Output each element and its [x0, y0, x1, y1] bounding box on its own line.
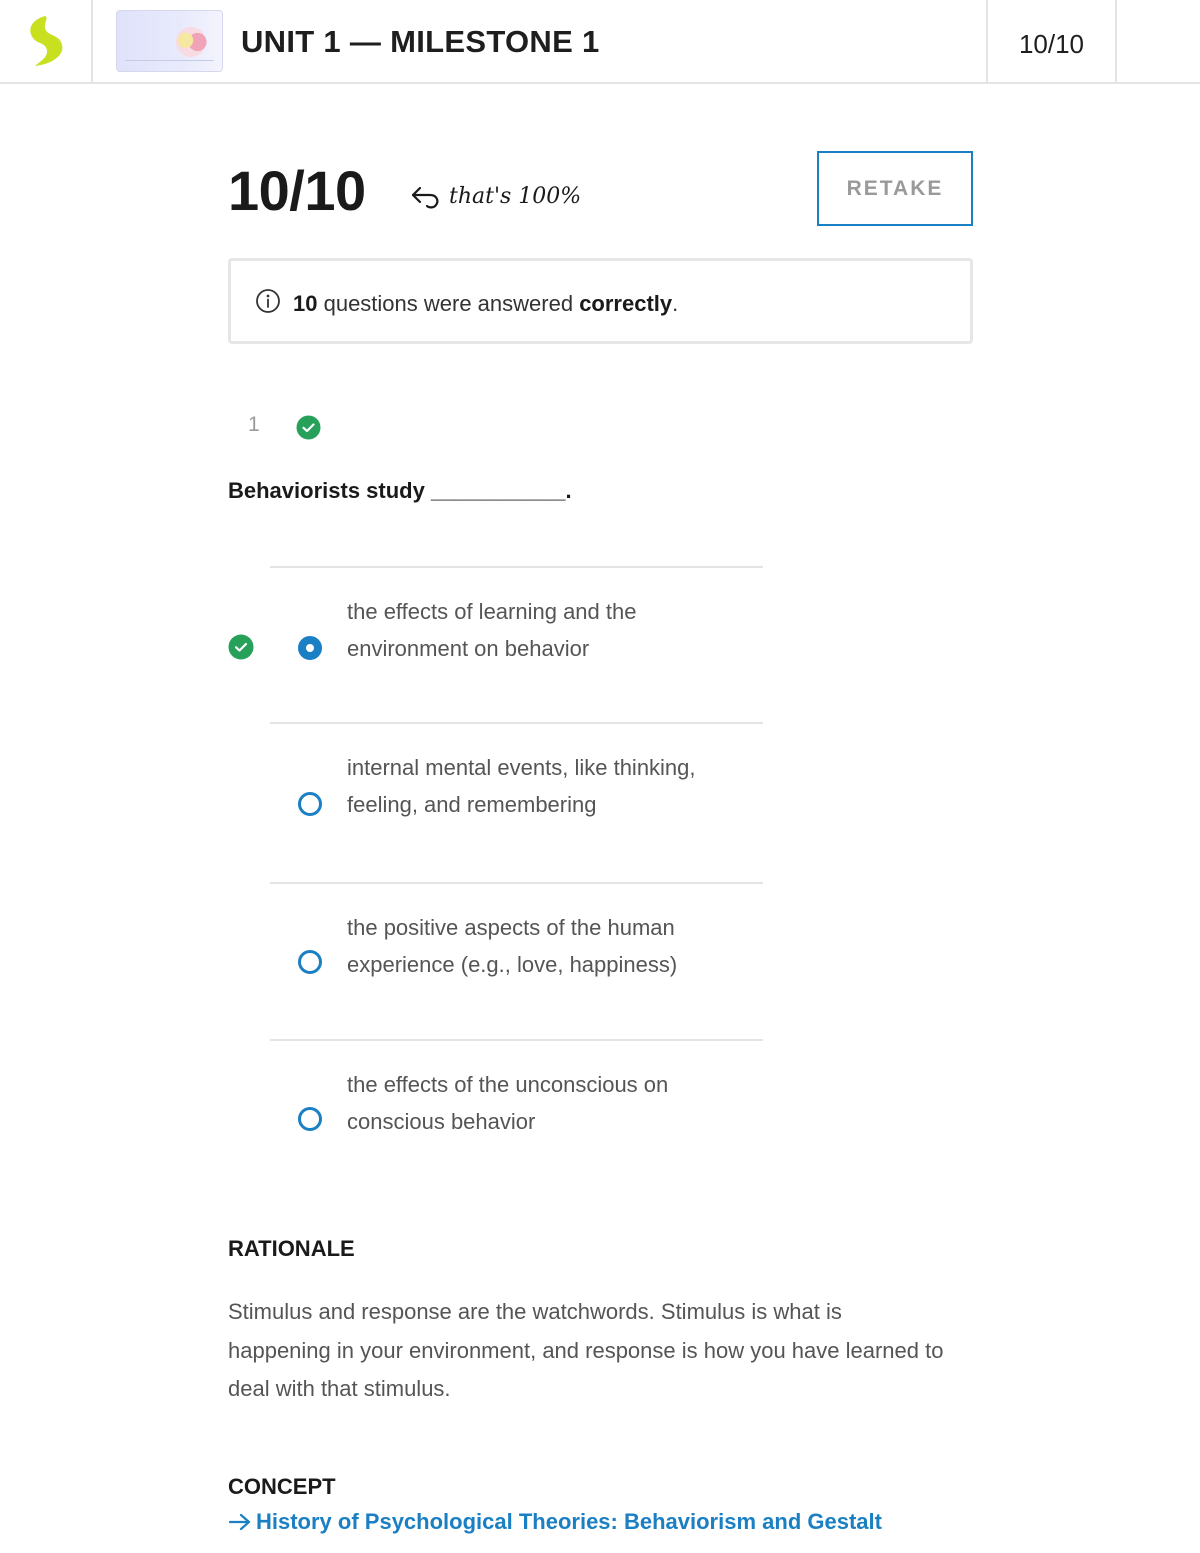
radio-button[interactable]	[298, 792, 322, 816]
result-score: 10/10	[228, 159, 366, 222]
info-circle-icon	[255, 288, 281, 314]
header-score-cell	[986, 0, 1117, 82]
question-prompt: Behaviorists study ___________.	[228, 478, 572, 503]
choice-option[interactable]	[270, 724, 763, 882]
check-circle-icon	[228, 634, 254, 660]
thumbnail-axis	[125, 60, 214, 61]
choice-label: internal mental events, like thinking, feeling, and remembering	[347, 755, 696, 817]
sophia-logo-icon[interactable]	[25, 14, 69, 68]
check-circle-icon	[296, 415, 321, 440]
summary-count: 10	[293, 291, 318, 316]
choice-label: the effects of the unconscious on conscious behavior	[347, 1072, 669, 1134]
arrow-right-icon	[228, 1512, 252, 1532]
top-bar	[0, 0, 1200, 84]
choice-option[interactable]	[270, 884, 763, 1039]
radio-button-selected[interactable]	[298, 636, 322, 660]
choice-label: the positive aspects of the human experience (e.g., love, happiness)	[347, 915, 678, 977]
summary-text	[293, 291, 678, 317]
radio-button[interactable]	[298, 1107, 322, 1131]
score-note: that's 100%	[449, 184, 582, 209]
header-score: 10/10	[1018, 29, 1085, 59]
logo-cell[interactable]	[0, 0, 93, 82]
results-summary-box	[228, 258, 973, 344]
page-title: UNIT 1 — MILESTONE 1	[241, 24, 600, 59]
rationale-text: Stimulus and response are the watchwords. Stimulus is what is happening in your environment, and response is how you have learned to deal with that stimulus.	[228, 1299, 944, 1401]
summary-text-after: .	[672, 291, 679, 316]
summary-emphasis: correctly	[579, 291, 673, 316]
question-number: 1	[248, 413, 260, 436]
course-thumbnail	[116, 10, 223, 72]
concept-link[interactable]	[228, 1509, 882, 1535]
curved-arrow-icon	[410, 184, 442, 210]
concept-heading: CONCEPT	[228, 1474, 336, 1499]
brain-image	[173, 25, 209, 59]
rationale-heading: RATIONALE	[228, 1236, 355, 1261]
concept-link-label[interactable]: History of Psychological Theories: Behaviorism and Gestalt	[256, 1509, 882, 1534]
choice-option[interactable]	[270, 568, 763, 723]
radio-button[interactable]	[298, 950, 322, 974]
summary-text-before: questions were answered	[317, 291, 580, 316]
choice-label: the effects of learning and the environment on behavior	[347, 599, 637, 661]
retake-button[interactable]: RETAKE	[817, 151, 973, 226]
choice-option[interactable]	[270, 1041, 763, 1171]
